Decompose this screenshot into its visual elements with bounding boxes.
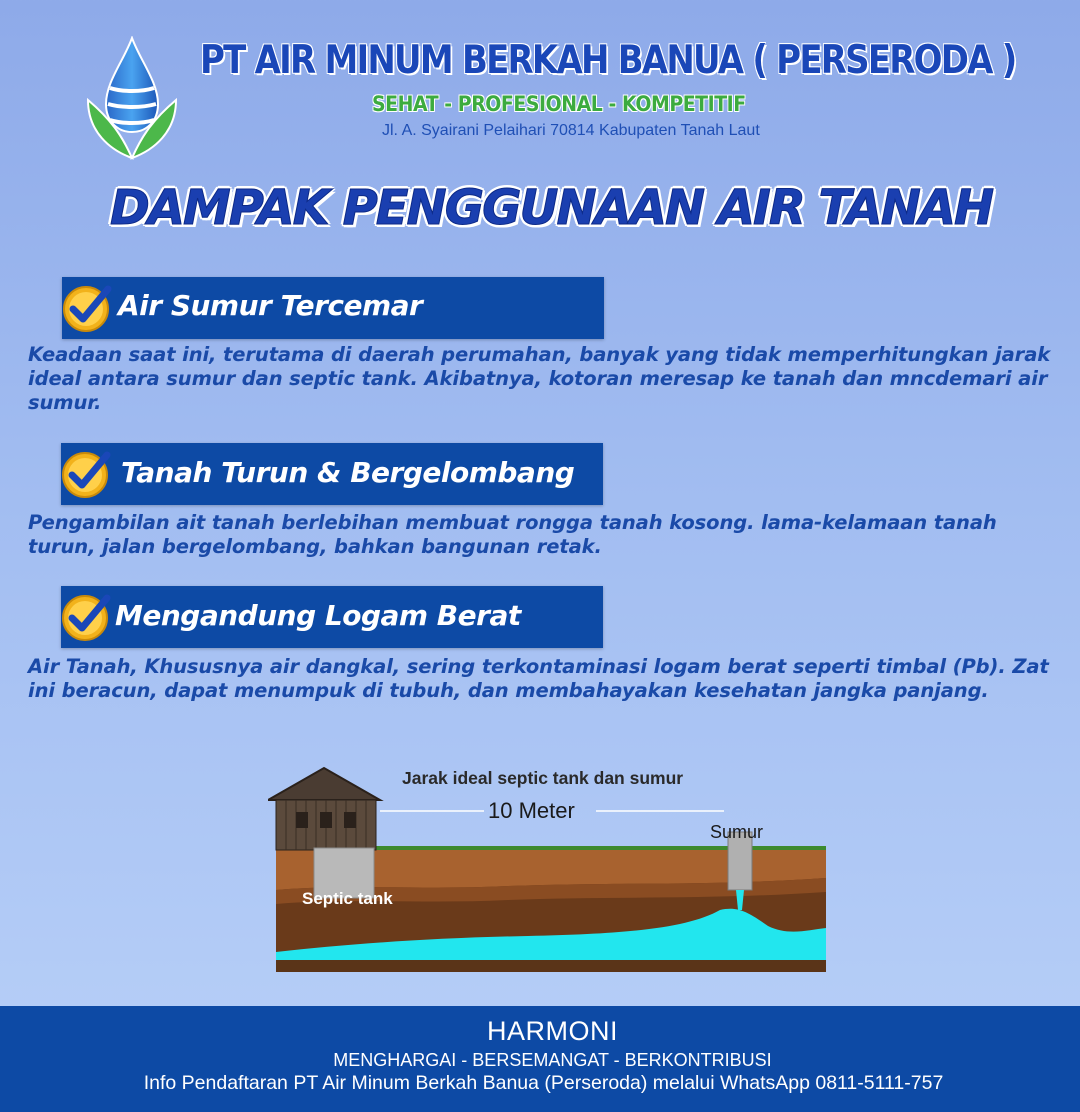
house-window <box>296 812 308 828</box>
section-text-1: Keadaan saat ini, terutama di daerah perumahan, banyak yang tidak memperhitungkan jarak ideal antara sumur dan septic tank. Akibatnya, kotoran meresap ke tanah dan mncdemari air sumur. <box>28 343 1051 414</box>
section-heading-label: Mengandung Logam Berat <box>115 599 521 632</box>
diagram-distance: 10 Meter <box>488 798 575 823</box>
septic-well-distance-illustration <box>268 760 828 976</box>
company-address: Jl. A. Syairani Pelaihari 70814 Kabupaten Tanah Laut <box>382 122 760 139</box>
check-badge-icon <box>59 447 113 501</box>
check-badge-icon <box>60 281 114 335</box>
company-tagline: SEHAT - PROFESIONAL - KOMPETITIF <box>372 92 746 116</box>
house-roof <box>268 768 380 800</box>
diagram-caption: Jarak ideal septic tank dan sumur <box>402 768 684 788</box>
page-title: DAMPAK PENGGUNAAN AIR TANAH <box>110 180 993 236</box>
house-window <box>344 812 356 828</box>
section-heading-1 <box>62 277 604 339</box>
section-heading-label: Air Sumur Tercemar <box>118 289 423 322</box>
diagram-septic-label: Septic tank <box>302 889 393 908</box>
footer <box>0 1006 1080 1112</box>
footer-info: Info Pendaftaran PT Air Minum Berkah Banua (Perseroda) melalui WhatsApp 0811-5111-757 <box>143 1072 944 1094</box>
water-drop-leaf-logo <box>84 36 180 162</box>
section-heading-2 <box>61 443 603 505</box>
bedrock <box>276 960 826 972</box>
section-heading-label: Tanah Turun & Bergelombang <box>121 456 575 489</box>
check-badge-icon <box>59 590 113 644</box>
section-heading-3 <box>61 586 603 648</box>
house-window <box>320 812 332 828</box>
section-text-3: Air Tanah, Khususnya air dangkal, sering terkontaminasi logam berat seperti timbal (Pb). Zat ini beracun, dapat menumpuk di tubuh, dan membahayakan kesehatan jangka panjang. <box>28 655 1049 702</box>
footer-title: HARMONI <box>487 1016 618 1046</box>
footer-values: MENGHARGAI - BERSEMANGAT - BERKONTRIBUSI <box>333 1050 772 1070</box>
section-text-2: Pengambilan ait tanah berlebihan membuat rongga tanah kosong. lama-kelamaan tanah turun, jalan bergelombang, bahkan bangunan retak. <box>28 511 997 558</box>
diagram-well-label: Sumur <box>710 822 764 842</box>
company-name: PT AIR MINUM BERKAH BANUA ( PERSERODA ) <box>200 38 1016 83</box>
